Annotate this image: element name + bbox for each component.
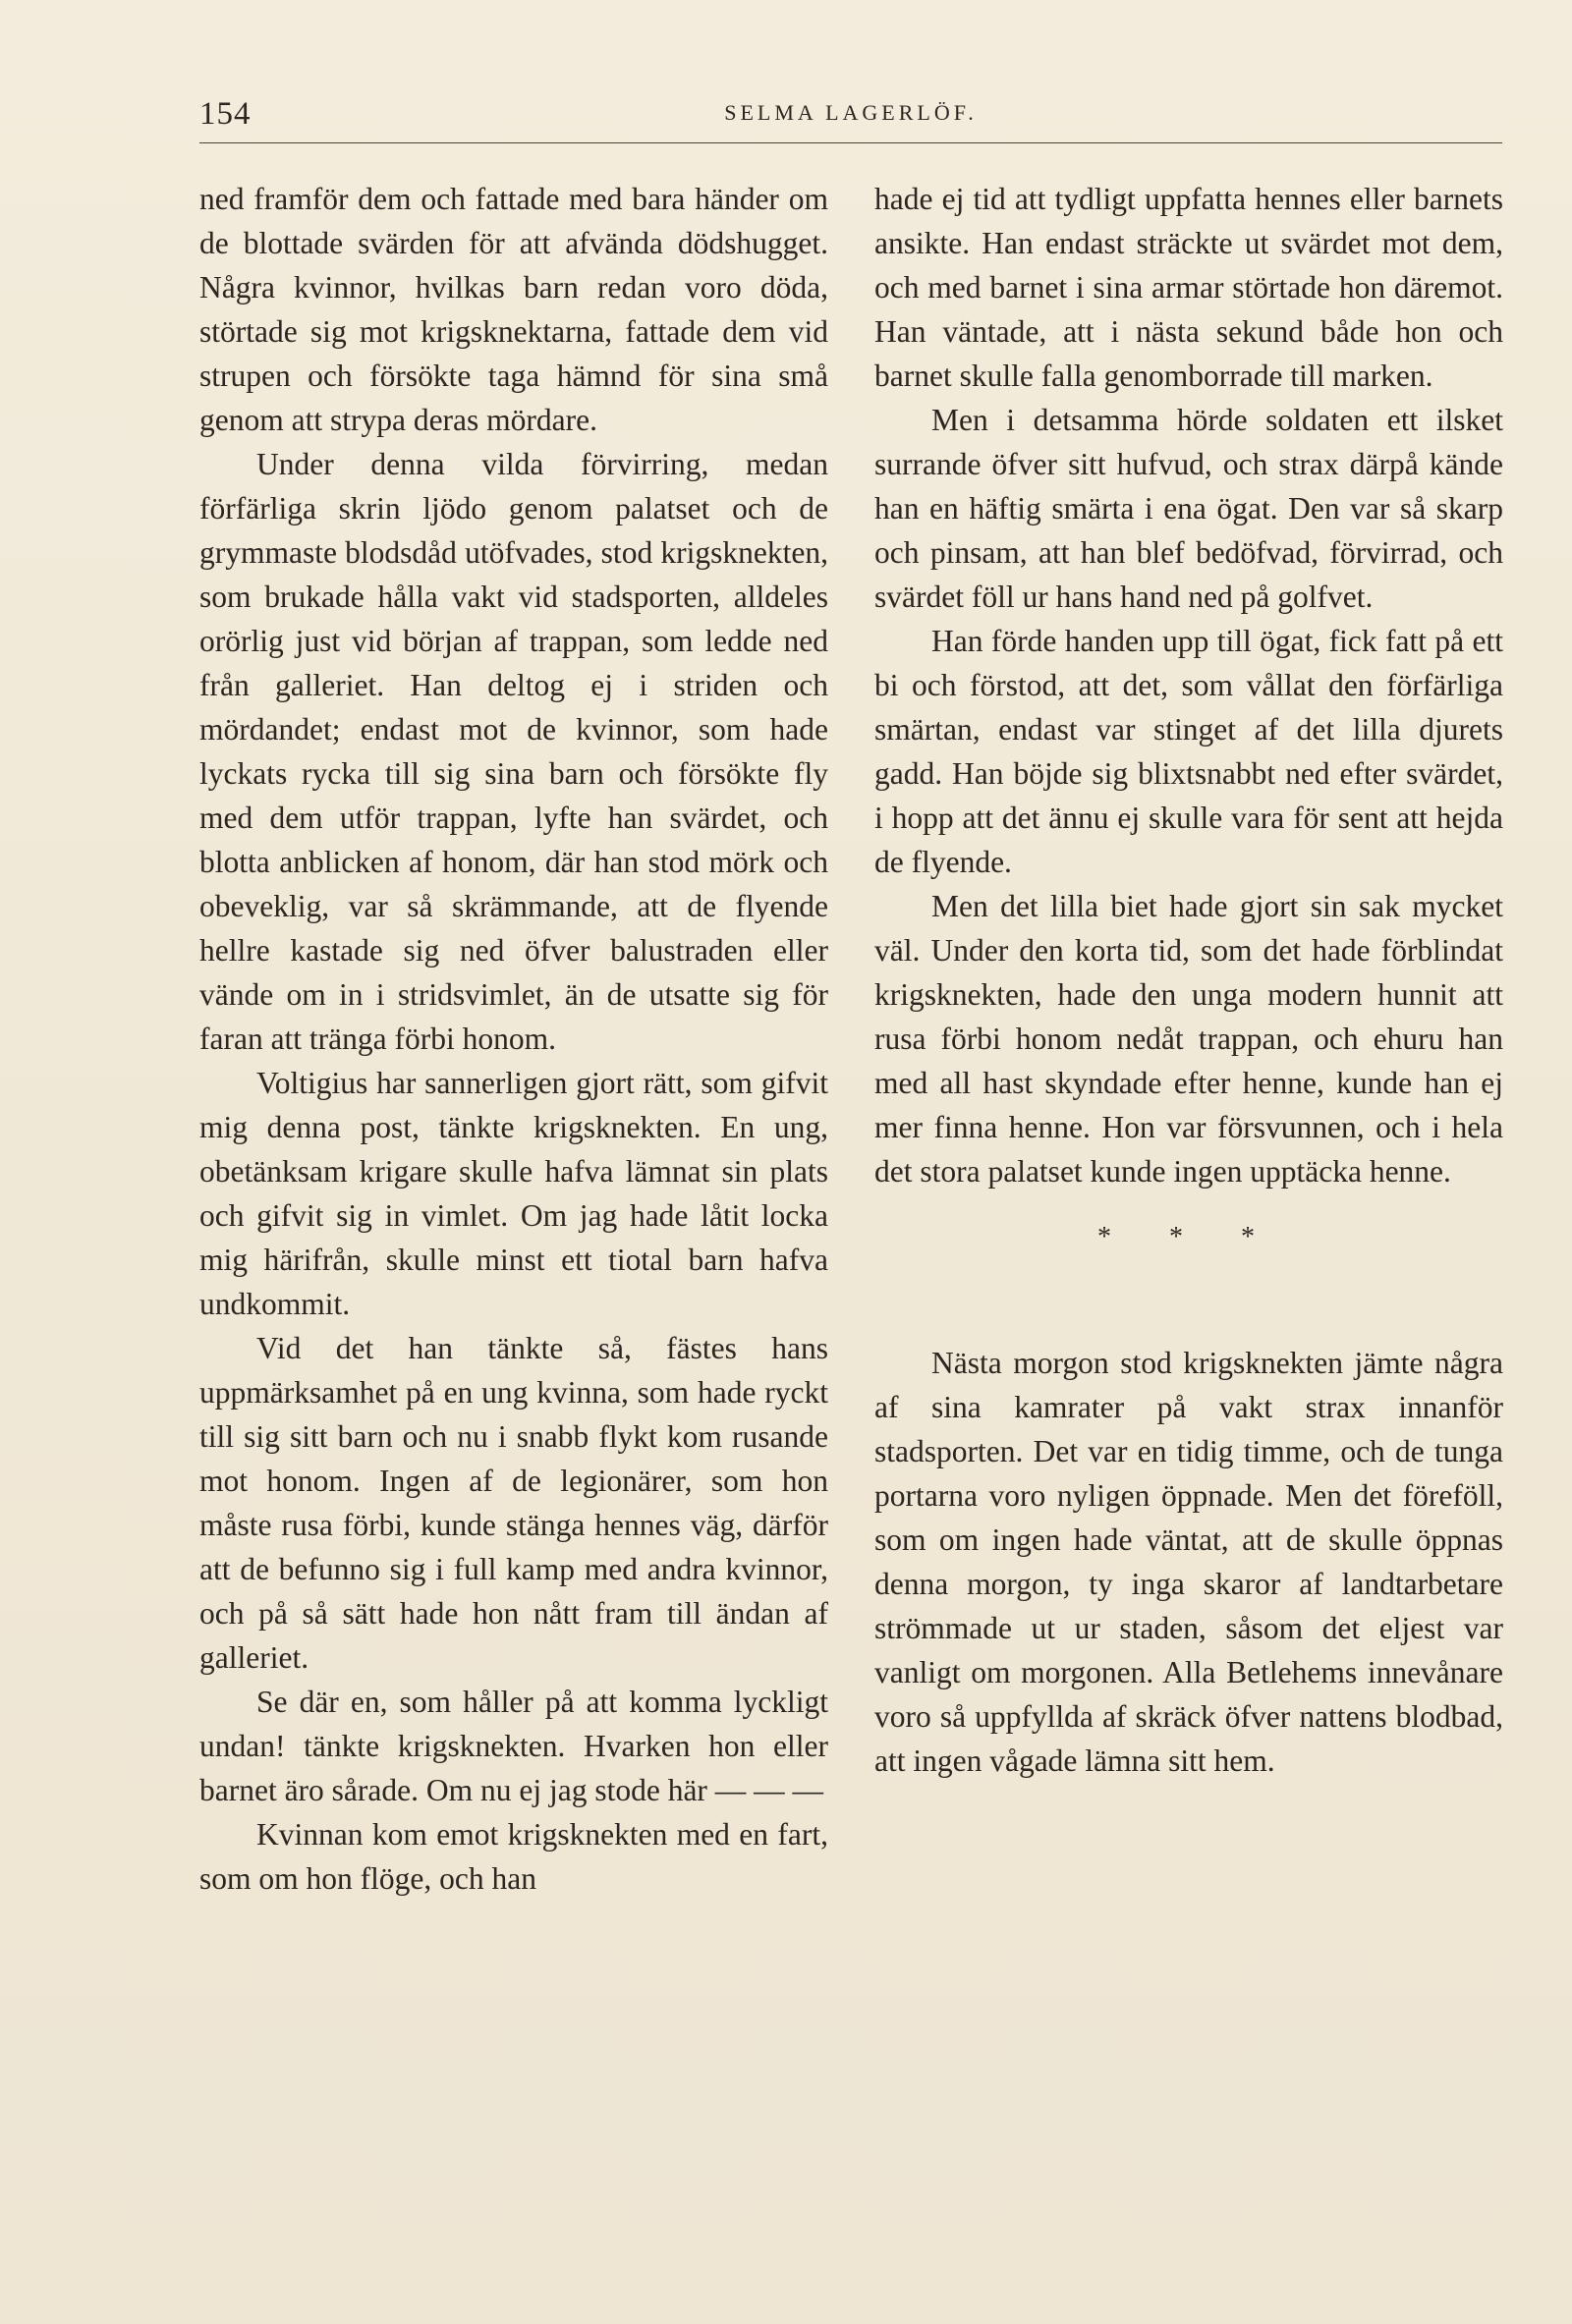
paragraph: Voltigius har sannerligen gjort rätt, som gifvit mig denna post, tänkte krigsknekten. En ung, obetänksam krigare skulle hafva lämnat sin plats och gifvit sig in vimlet. Om jag hade låtit locka mig härifrån, skulle minst ett tiotal barn hafva undkommit. — [199, 1066, 828, 1321]
paragraph: Men i detsamma hörde soldaten ett ilsket surrande öfver sitt hufvud, och strax därpå kände han en häftig smärta i ena ögat. Den var så skarp och pinsam, att han blef bedöfvad, förvirrad, och svärdet föll ur hans hand ned på golfvet. — [874, 403, 1503, 614]
page-number: 154 — [199, 96, 252, 132]
paragraph: Kvinnan kom emot krigsknekten med en fart, som om hon flöge, och han — [199, 1817, 828, 1896]
right-column — [874, 177, 1503, 1783]
left-column — [199, 177, 828, 1901]
paragraph: Under denna vilda förvirring, medan förfärliga skrin ljödo genom palatset och de grymmaste blodsdåd utöfvades, stod krigsknekten, som brukade hålla vakt vid stadsporten, alldeles orörlig just vid början af trappan, som ledde ned från galleriet. Han deltog ej i striden och mördandet; endast mot de kvinnor, som hade lyckats rycka till sig sina barn och försökte fly med dem utför trappan, lyfte han svärdet, och blotta anblicken af honom, där han stod mörk och obeveklig, var så skrämmande, att de flyende hellre kastade sig ned öfver balustraden eller vände om in i stridsvimlet, än de utsatte sig för faran att tränga förbi honom. — [199, 447, 828, 1056]
section-break-asterisks: * * * — [1097, 1222, 1280, 1252]
page-header — [199, 94, 1502, 145]
paragraph: ned framför dem och fattade med bara händer om de blottade svärden för att afvända dödshugget. Några kvinnor, hvilkas barn redan voro döda, störtade sig mot krigsknektarna, fattade dem vid strupen och försökte taga hämnd för sina små genom att strypa deras mördare. — [199, 182, 828, 437]
paragraph: Vid det han tänkte så, fästes hans uppmärksamhet på en ung kvinna, som hade ryckt till sig sitt barn och nu i snabb flykt kom rusande mot honom. Ingen af de legionärer, som hon måste rusa förbi, kunde stänga hennes väg, därför att de befunno sig i full kamp med andra kvinnor, och på så sätt hade hon nått fram till ändan af galleriet. — [199, 1331, 828, 1675]
header-rule — [199, 142, 1502, 143]
paragraph: Se där en, som håller på att komma lyckligt undan! tänkte krigsknekten. Hvarken hon eller barnet äro sårade. Om nu ej jag stode här — — — — [199, 1685, 828, 1807]
running-head: SELMA LAGERLÖF. — [724, 100, 978, 125]
paragraph: Han förde handen upp till ögat, fick fatt på ett bi och förstod, att det, som vållat den förfärliga smärtan, endast var stinget af det lilla djurets gadd. Han böjde sig blixtsnabbt ned efter svärdet, i hopp att det ännu ej skulle vara för sent att hejda de flyende. — [874, 624, 1503, 879]
paragraph: Men det lilla biet hade gjort sin sak mycket väl. Under den korta tid, som det hade förblindat krigsknekten, hade den unga modern hunnit att rusa förbi honom nedåt trappan, och ehuru han med all hast skyndade efter henne, kunde han ej mer finna henne. Hon var försvunnen, och i hela det stora palatset kunde ingen upptäcka henne. — [874, 889, 1503, 1189]
paragraph: Nästa morgon stod krigsknekten jämte några af sina kamrater på vakt strax innanför stadsporten. Det var en tidig timme, och de tunga portarna voro nyligen öppnade. Men det föreföll, som om ingen hade väntat, att de skulle öppnas denna morgon, ty inga skaror af landtarbetare strömmade ut ur staden, såsom det eljest var vanligt om morgonen. Alla Betlehems innevånare voro så uppfyllda af skräck öfver nattens blodbad, att ingen vågade lämna sitt hem. — [874, 1346, 1503, 1778]
paragraph: hade ej tid att tydligt uppfatta hennes eller barnets ansikte. Han endast sträckte ut svärdet mot dem, och med barnet i sina armar störtade hon däremot. Han väntade, att i nästa sekund både hon och barnet skulle falla genomborrade till marken. — [874, 182, 1503, 393]
